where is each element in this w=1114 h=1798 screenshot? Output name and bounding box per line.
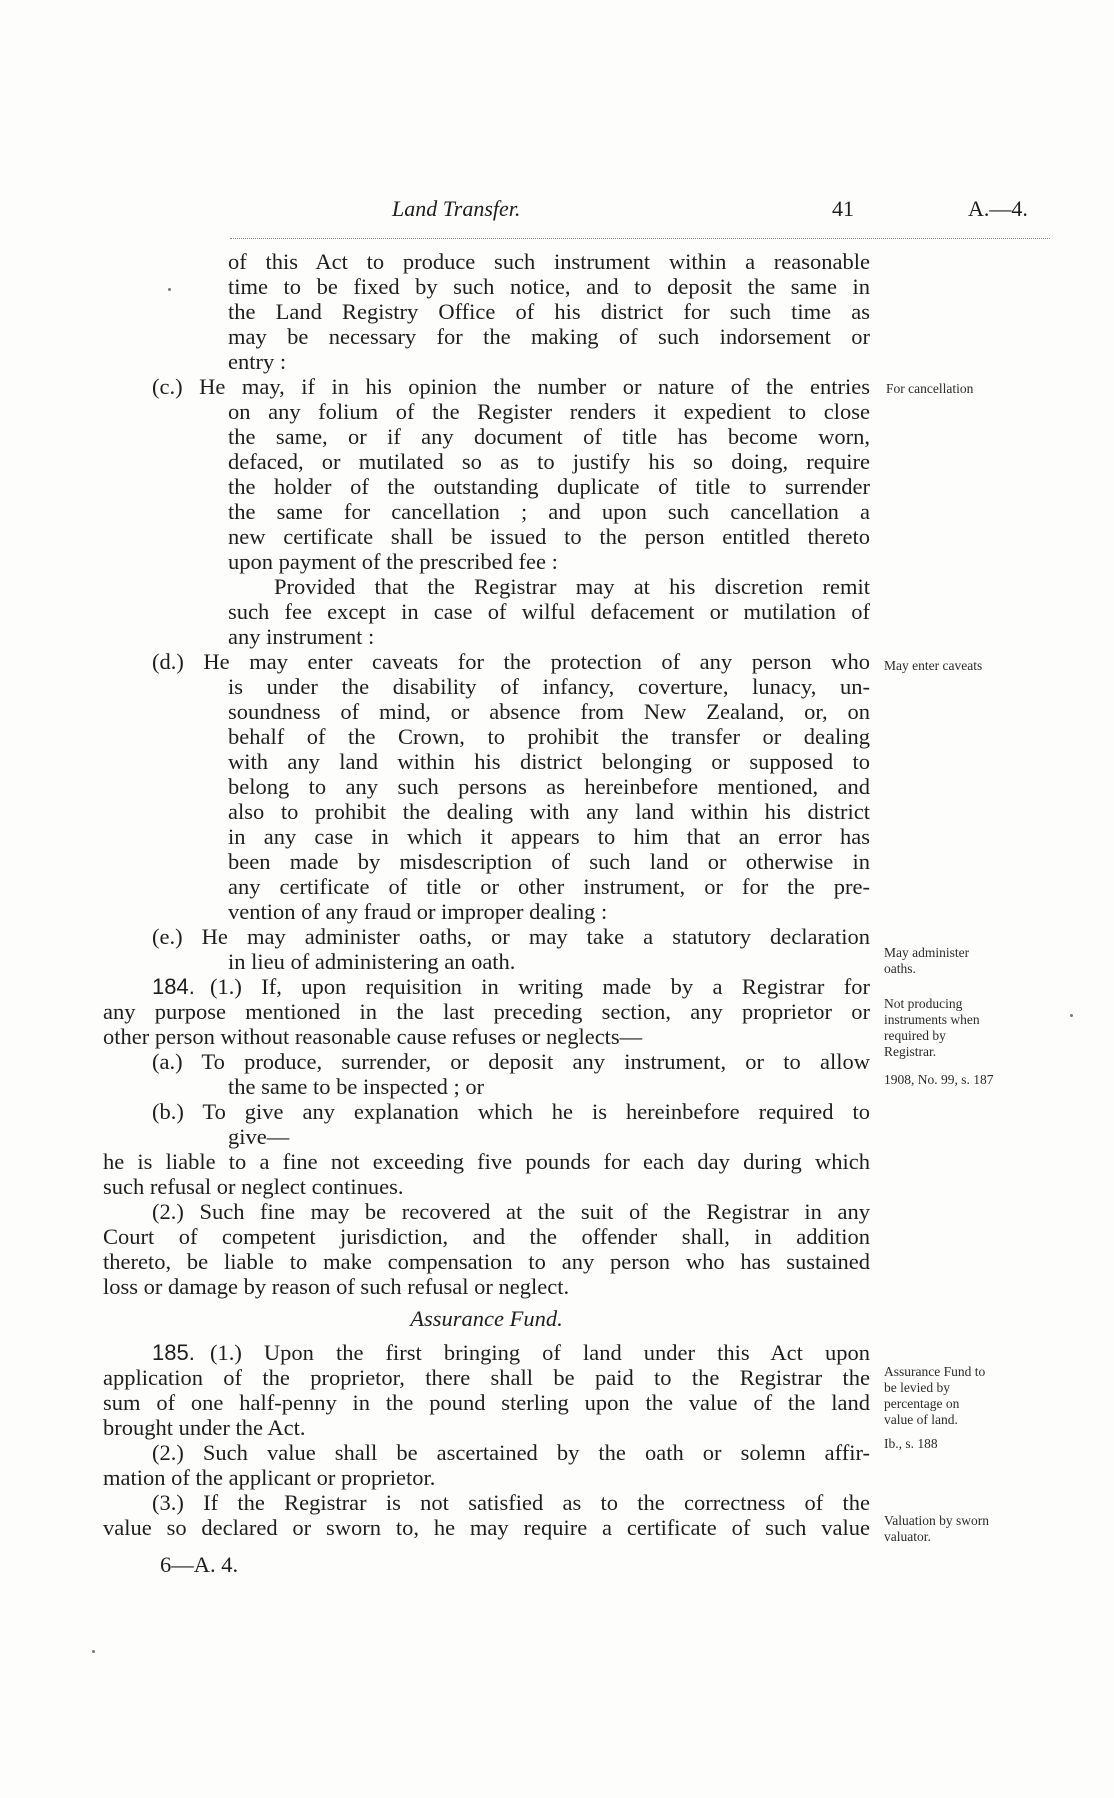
text-line: soundness of mind, or absence from New Zealand, or, on bbox=[228, 699, 870, 724]
margin-reference: 1908, No. 99, s. 187 bbox=[884, 1072, 994, 1087]
text-line: any certificate of title or other instrument, or for the pre- bbox=[228, 874, 870, 899]
text-line: thereto, be liable to make compensation to any person who has sustained bbox=[103, 1249, 870, 1274]
margin-note: Assurance Fund to bbox=[884, 1364, 986, 1379]
text-line: behalf of the Crown, to prohibit the transfer or dealing bbox=[228, 724, 870, 749]
text-line: the same to be inspected ; or bbox=[228, 1074, 485, 1099]
text-line: any purpose mentioned in the last preceding section, any proprietor or bbox=[103, 999, 870, 1024]
text-line: (2.) Such value shall be ascertained by the oath or solemn affir- bbox=[152, 1440, 870, 1465]
scan-speck bbox=[168, 288, 171, 291]
text-line: is under the disability of infancy, coverture, lunacy, un- bbox=[228, 674, 870, 699]
clause-c-line: (c.) He may, if in his opinion the number or nature of the entries bbox=[152, 374, 870, 399]
text-line: loss or damage by reason of such refusal or neglect. bbox=[103, 1274, 570, 1299]
text-line: Court of competent jurisdiction, and the offender shall, in addition bbox=[103, 1224, 870, 1249]
text-line: upon payment of the prescribed fee : bbox=[228, 549, 558, 574]
signature-mark: 6—A. 4. bbox=[160, 1552, 239, 1577]
text-line: the holder of the outstanding duplicate of title to surrender bbox=[228, 474, 870, 499]
text-line: he is liable to a fine not exceeding five pounds for each day during which bbox=[103, 1149, 870, 1174]
text-line: may be necessary for the making of such indorsement or bbox=[228, 324, 870, 349]
margin-note: Valuation by sworn bbox=[884, 1513, 989, 1528]
text-line: in any case in which it appears to him that an error has bbox=[228, 824, 870, 849]
text-line: the same, or if any document of title has become worn, bbox=[228, 424, 870, 449]
text-line: entry : bbox=[228, 349, 287, 374]
margin-reference: Ib., s. 188 bbox=[884, 1436, 938, 1451]
text-line: new certificate shall be issued to the person entitled thereto bbox=[228, 524, 870, 549]
margin-note: value of land. bbox=[884, 1412, 958, 1427]
text-line: the Land Registry Office of his district for such time as bbox=[228, 299, 870, 324]
text-line: sum of one half-penny in the pound sterling upon the value of the land bbox=[103, 1390, 870, 1415]
section-number: 184. bbox=[152, 974, 195, 999]
text-line: the same for cancellation ; and upon such cancellation a bbox=[228, 499, 870, 524]
text-line: brought under the Act. bbox=[103, 1415, 306, 1440]
paper-reference: A.—4. bbox=[968, 196, 1028, 221]
margin-note: required by bbox=[884, 1028, 946, 1043]
text-line: (2.) Such fine may be recovered at the suit of the Registrar in any bbox=[152, 1199, 870, 1224]
margin-note: be levied by bbox=[884, 1380, 950, 1395]
clause-d-line: (d.) He may enter caveats for the protection of any person who bbox=[152, 649, 870, 674]
text-line: vention of any fraud or improper dealing : bbox=[228, 899, 608, 924]
page-number: 41 bbox=[832, 196, 854, 221]
section-heading: Assurance Fund. bbox=[410, 1306, 563, 1331]
clause-e-line: (e.) He may administer oaths, or may take a statutory declaration bbox=[152, 924, 870, 949]
clause-a-line: (a.) To produce, surrender, or deposit any instrument, or to allow bbox=[152, 1049, 870, 1074]
text-line: any instrument : bbox=[228, 624, 375, 649]
text-line: with any land within his district belonging or supposed to bbox=[228, 749, 870, 774]
text-line: belong to any such persons as hereinbefore mentioned, and bbox=[228, 774, 870, 799]
text-line: been made by misdescription of such land or otherwise in bbox=[228, 849, 870, 874]
margin-note: oaths. bbox=[884, 961, 916, 976]
text-line: time to be fixed by such notice, and to deposit the same in bbox=[228, 274, 870, 299]
margin-note: instruments when bbox=[884, 1012, 980, 1027]
margin-note: Registrar. bbox=[884, 1044, 937, 1059]
proviso-line: Provided that the Registrar may at his discretion remit bbox=[274, 574, 870, 599]
text-line: such refusal or neglect continues. bbox=[103, 1174, 404, 1199]
text-line: defaced, or mutilated so as to justify his so doing, require bbox=[228, 449, 870, 474]
text-line: in lieu of administering an oath. bbox=[228, 949, 516, 974]
text-line: of this Act to produce such instrument within a reasonable bbox=[228, 249, 870, 274]
margin-note: valuator. bbox=[884, 1529, 931, 1544]
text-line: on any folium of the Register renders it expedient to close bbox=[228, 399, 870, 424]
text-line: mation of the applicant or proprietor. bbox=[103, 1465, 436, 1490]
text-line: other person without reasonable cause refuses or neglects— bbox=[103, 1024, 643, 1049]
text-line: such fee except in case of wilful defacement or mutilation of bbox=[228, 599, 870, 624]
text-line: (3.) If the Registrar is not satisfied as to the correctness of the bbox=[152, 1490, 870, 1515]
scan-speck bbox=[92, 1650, 95, 1653]
margin-note: May enter caveats bbox=[884, 658, 983, 673]
section-number: 185. bbox=[152, 1340, 195, 1365]
text-line: also to prohibit the dealing with any land within his district bbox=[228, 799, 870, 824]
scan-speck bbox=[1070, 1014, 1073, 1017]
margin-note: May administer bbox=[884, 945, 970, 960]
text-line: application of the proprietor, there shall be paid to the Registrar the bbox=[103, 1365, 870, 1390]
margin-note: percentage on bbox=[884, 1396, 960, 1411]
text-line: (1.) If, upon requisition in writing made by a Registrar for bbox=[210, 974, 870, 999]
header-rule bbox=[230, 238, 1050, 239]
margin-note: For cancellation bbox=[886, 381, 974, 396]
clause-b-line: (b.) To give any explanation which he is hereinbefore required to bbox=[152, 1099, 870, 1124]
margin-note: Not producing bbox=[884, 996, 963, 1011]
text-line: (1.) Upon the first bringing of land under this Act upon bbox=[210, 1340, 870, 1365]
text-line: give— bbox=[228, 1124, 290, 1149]
text-line: value so declared or sworn to, he may require a certificate of such value bbox=[103, 1515, 870, 1540]
running-title: Land Transfer. bbox=[392, 196, 521, 221]
